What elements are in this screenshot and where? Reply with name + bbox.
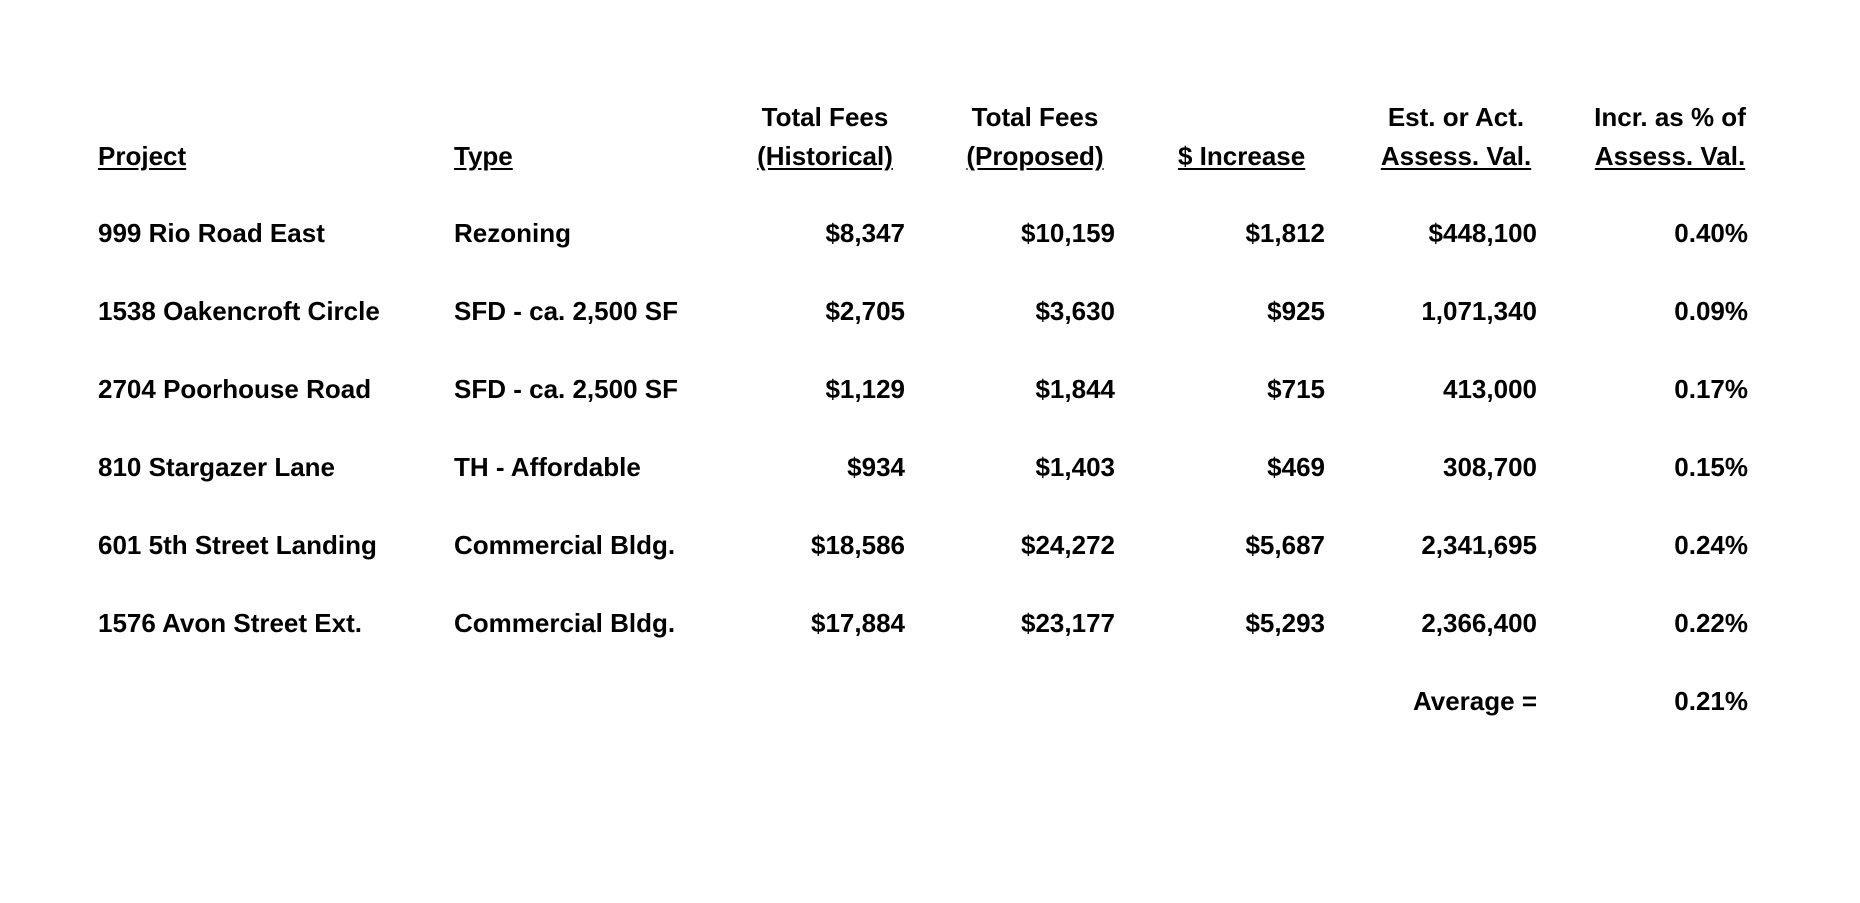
header-assess-line1: Est. or Act.	[1387, 102, 1525, 132]
cell-total-fees-proposed: $23,177	[1021, 608, 1115, 638]
cell-total-fees-proposed: $10,159	[1021, 218, 1115, 248]
table-row	[0, 369, 1860, 409]
cell-project: 810 Stargazer Lane	[98, 452, 336, 482]
cell-total-fees-proposed: $3,630	[1035, 296, 1115, 326]
cell-project: 1538 Oakencroft Circle	[98, 296, 380, 326]
cell-increase: $1,812	[1245, 218, 1325, 248]
cell-project: 2704 Poorhouse Road	[98, 374, 372, 404]
cell-increase: $5,687	[1245, 530, 1325, 560]
cell-total-fees-proposed: $24,272	[1021, 530, 1115, 560]
table-row	[0, 525, 1860, 565]
table-row	[0, 291, 1860, 331]
cell-total-fees-historical: $17,884	[811, 608, 905, 638]
header-prop-line1: Total Fees	[971, 102, 1099, 132]
header-type	[454, 137, 513, 176]
table-row	[0, 213, 1860, 253]
average-row	[0, 681, 1860, 721]
header-hist-line1: Total Fees	[761, 102, 889, 132]
cell-type: Commercial Bldg.	[454, 608, 676, 638]
table-row	[0, 447, 1860, 487]
header-type-label: Type	[454, 141, 513, 171]
cell-increase-percent: 0.17%	[1674, 374, 1748, 404]
cell-total-fees-historical: $8,347	[825, 218, 905, 248]
cell-assessed-value: $448,100	[1428, 218, 1537, 248]
cell-increase: $5,293	[1245, 608, 1325, 638]
cell-assessed-value: 2,341,695	[1421, 530, 1537, 560]
cell-assessed-value: 1,071,340	[1421, 296, 1537, 326]
header-total-fees-proposed	[955, 98, 1115, 176]
header-assess-line2: Assess. Val.	[1380, 141, 1532, 171]
cell-project: 999 Rio Road East	[98, 218, 325, 248]
header-assessed-value	[1375, 98, 1537, 176]
cell-increase: $469	[1267, 452, 1325, 482]
header-increase-label: $ Increase	[1178, 141, 1306, 171]
cell-increase: $715	[1267, 374, 1325, 404]
cell-total-fees-proposed: $1,403	[1035, 452, 1115, 482]
header-total-fees-historical	[745, 98, 905, 176]
header-project	[98, 137, 186, 176]
cell-total-fees-historical: $2,705	[825, 296, 905, 326]
table-row	[0, 603, 1860, 643]
header-project-label: Project	[98, 141, 187, 171]
header-increase	[1178, 137, 1305, 176]
header-prop-line2: (Proposed)	[966, 141, 1104, 171]
cell-total-fees-historical: $18,586	[811, 530, 905, 560]
cell-project: 601 5th Street Landing	[98, 530, 377, 560]
cell-project: 1576 Avon Street Ext.	[98, 608, 362, 638]
cell-increase-percent: 0.15%	[1674, 452, 1748, 482]
cell-increase-percent: 0.22%	[1674, 608, 1748, 638]
cell-type: SFD - ca. 2,500 SF	[454, 296, 678, 326]
cell-assessed-value: 308,700	[1443, 452, 1537, 482]
cell-total-fees-historical: $1,129	[825, 374, 905, 404]
cell-type: Commercial Bldg.	[454, 530, 676, 560]
cell-assessed-value: 2,366,400	[1421, 608, 1537, 638]
cell-assessed-value: 413,000	[1443, 374, 1537, 404]
cell-increase: $925	[1267, 296, 1325, 326]
cell-increase-percent: 0.24%	[1674, 530, 1748, 560]
cell-type: Rezoning	[454, 218, 571, 248]
header-pct-line1: Incr. as % of	[1594, 102, 1746, 132]
header-hist-line2: (Historical)	[757, 141, 893, 171]
header-pct-line2: Assess. Val.	[1594, 141, 1746, 171]
cell-increase-percent: 0.40%	[1674, 218, 1748, 248]
cell-total-fees-historical: $934	[847, 452, 905, 482]
cell-type: SFD - ca. 2,500 SF	[454, 374, 678, 404]
cell-type: TH - Affordable	[454, 452, 641, 482]
header-increase-percent	[1585, 98, 1755, 176]
cell-total-fees-proposed: $1,844	[1035, 374, 1115, 404]
cell-increase-percent: 0.09%	[1674, 296, 1748, 326]
average-value: 0.21%	[1674, 686, 1748, 716]
average-label: Average =	[1412, 686, 1537, 716]
